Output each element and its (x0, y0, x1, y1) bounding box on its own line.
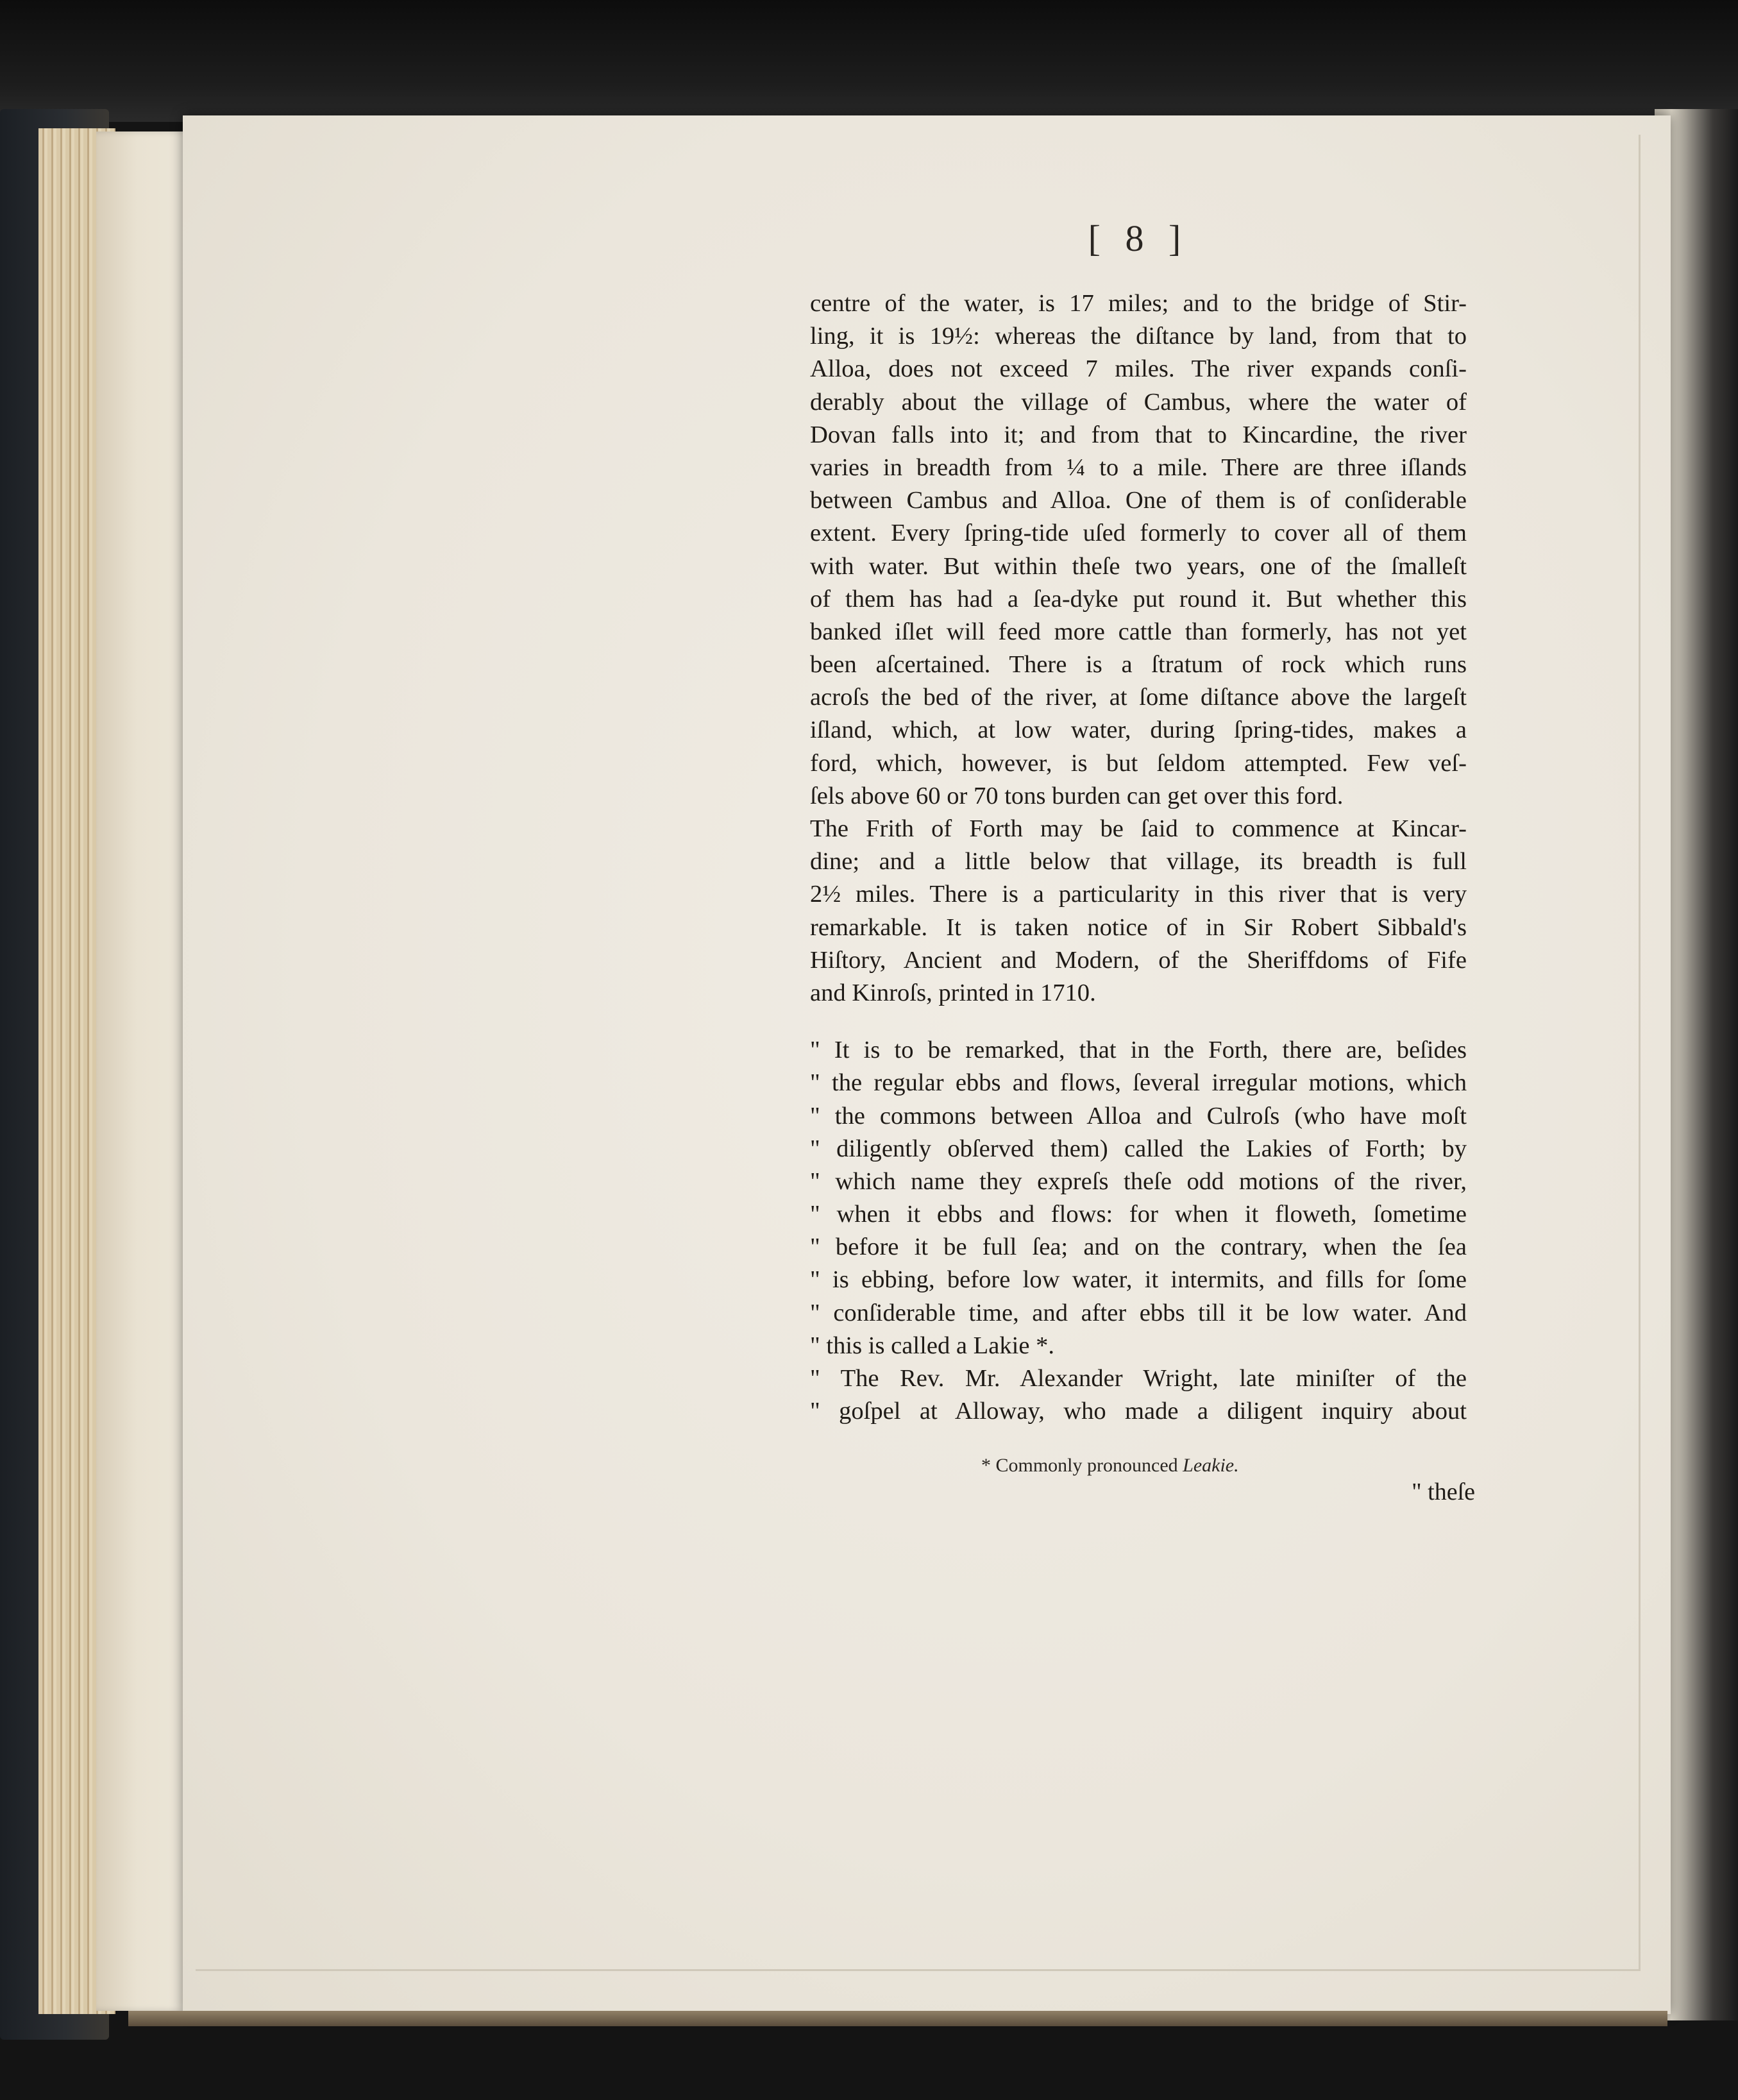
text-line: Dovan falls into it; and from that to Kincardine, the river (810, 421, 1467, 448)
text-line: with water. But within theſe two years, one of the ſmalleſt (810, 552, 1467, 580)
text-line: ford, which, however, is but ſeldom attempted. Few veſ- (810, 749, 1467, 777)
quote-line: " is ebbing, before low water, it intermits, and fills for ſome (810, 1266, 1467, 1294)
footnote (981, 1455, 1366, 1477)
text-line: ling, it is 19½: whereas the diſtance by land, from that to (810, 323, 1467, 350)
text-line: and Kinroſs, printed in 1710. (810, 979, 1096, 1006)
text-line: iſland, which, at low water, during ſpring-tides, makes a (810, 716, 1467, 744)
text-line: Hiſtory, Ancient and Modern, of the Sheriffdoms of Fife (810, 946, 1467, 974)
text-line: The Frith of Forth may be ſaid to commence at Kincar- (810, 815, 1467, 842)
footnote-italic-word: Leakie. (1183, 1455, 1239, 1476)
text-line: banked iſlet will feed more cattle than formerly, has not yet (810, 618, 1467, 645)
quote-line: " The Rev. Mr. Alexander Wright, late miniſter of the (810, 1365, 1467, 1392)
text-line: 2½ miles. There is a particularity in this river that is very (810, 881, 1467, 908)
footnote-marker: * (981, 1455, 991, 1476)
quote-line: " goſpel at Alloway, who made a diligent inquiry about (810, 1398, 1467, 1425)
quote-line: " the regular ebbs and flows, ſeveral irregular motions, which (810, 1069, 1467, 1097)
text-line: derably about the village of Cambus, where the water of (810, 388, 1467, 416)
paragraph-gap (810, 1010, 1467, 1034)
page-bottom-edge (128, 2011, 1667, 2026)
quote-line: " It is to be remarked, that in the Forth, there are, beſides (810, 1037, 1467, 1064)
quote-line: " this is called a Lakie *. (810, 1332, 1055, 1359)
quote-line: " which name they expreſs theſe odd motions of the river, (810, 1167, 1467, 1195)
text-line: been aſcertained. There is a ſtratum of rock which runs (810, 651, 1467, 679)
body-text (810, 287, 1467, 1428)
quote-line: " diligently obſerved them) called the Lakies of Forth; by (810, 1135, 1467, 1162)
text-line: varies in breadth from ¼ to a mile. There are three iſlands (810, 453, 1467, 481)
page-number-header: [ 8 ] (1088, 217, 1189, 259)
text-line: centre of the water, is 17 miles; and to the bridge of Stir- (810, 290, 1467, 317)
text-line: acroſs the bed of the river, at ſome diſtance above the largeſt (810, 684, 1467, 711)
catchword: " theſe (1412, 1478, 1475, 1505)
text-line: dine; and a little below that village, its breadth is full (810, 848, 1467, 876)
quote-line: " before it be full ſea; and on the contrary, when the ſea (810, 1233, 1467, 1261)
text-line: of them has had a ſea-dyke put round it. But whether this (810, 585, 1467, 613)
quote-line: " the commons between Alloa and Culroſs (who have moſt (810, 1102, 1467, 1130)
text-line: Alloa, does not exceed 7 miles. The river expands conſi- (810, 355, 1467, 383)
footnote-text: Commonly pronounced (995, 1455, 1178, 1476)
text-line: ſels above 60 or 70 tons burden can get over this ford. (810, 782, 1344, 809)
text-line: extent. Every ſpring-tide uſed formerly to cover all of them (810, 520, 1467, 547)
text-line: remarkable. It is taken notice of in Sir Robert Sibbald's (810, 913, 1467, 941)
quote-line: " conſiderable time, and after ebbs till it be low water. And (810, 1299, 1467, 1326)
quote-line: " when it ebbs and flows: for when it floweth, ſometime (810, 1201, 1467, 1228)
text-line: between Cambus and Alloa. One of them is of conſiderable (810, 487, 1467, 514)
scan-background (0, 0, 1738, 122)
